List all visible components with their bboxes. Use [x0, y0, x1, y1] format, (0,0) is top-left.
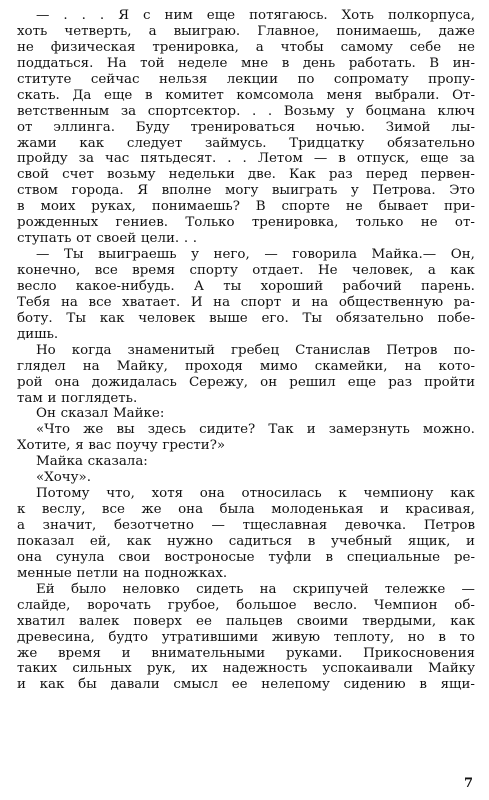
text-line: Ей было неловко сидеть на скрипучей тележке — — [36, 581, 475, 597]
text-line: хоть четверть, а выиграю. Главное, понимаешь, даже — [17, 23, 475, 39]
text-line: ступать от своей цели. . . — [17, 231, 198, 247]
text-line: Тебя на все хватает. И на спорт и на общественную ра- — [17, 294, 475, 310]
text-line: — . . . Я с ним еще потягаюсь. Хоть полкорпуса, — [36, 8, 475, 23]
text-line: не физическая тренировка, а чтобы самому себе не — [17, 39, 475, 55]
text-line: же время и внимательными руками. Прикосновения — [17, 645, 475, 661]
text-line: и как бы давали смысл ее нелепому сидению в ящи- — [17, 677, 475, 693]
text-line: поддаться. На той неделе мне в день работать. В ин- — [17, 55, 475, 71]
text-line: а значит, безотчетно — тщеславная девочка. Петров — [17, 518, 475, 533]
text-line: ституте сейчас нельзя лекции по сопромату пропу- — [17, 71, 475, 87]
text-line: жами как следует займусь. Тридцатку обязательно — [17, 135, 475, 151]
text-line: свой счет возьму недельки две. Как раз перед первен- — [17, 167, 475, 183]
text-line: глядел на Майку, проходя мимо скамейки, на кото- — [17, 358, 475, 374]
text-line: от эллинга. Буду тренироваться ночью. Зимой лы- — [17, 119, 475, 135]
text-line: рожденных гениев. Только тренировка, только не от- — [17, 215, 475, 231]
text-line: «Хочу». — [36, 470, 91, 486]
text-line: там и поглядеть. — [17, 390, 138, 406]
text-line: древесина, будто утратившими живую теплоту, но в то — [17, 629, 475, 645]
text-line: ством города. Я вполне могу выиграть у Петрова. Это — [17, 183, 475, 199]
text-line: конечно, все время спорту отдает. Не человек, а как — [17, 263, 475, 278]
text-line: «Что же вы здесь сидите? Так и замерзнуть можно. — [36, 422, 475, 438]
text-line: ветственным за спортсектор. . . Возьму у боцмана ключ — [17, 103, 475, 119]
text-line: Он сказал Майке: — [36, 406, 165, 422]
text-line: хватил валек поверх ее пальцев своими твердыми, как — [17, 613, 475, 629]
text-line: весло какое-нибудь. А ты хороший рабочий парень. — [17, 278, 475, 294]
text-line: она сунула свои востроносые туфли в специальные ре- — [17, 549, 475, 565]
text-page — [17, 8, 475, 693]
text-line: дишь. — [17, 326, 59, 342]
text-line: рой она дожидалась Сережу, он решил еще раз пройти — [17, 374, 475, 390]
text-line: скать. Да еще в комитет комсомола меня выбрали. От- — [17, 87, 475, 103]
text-line: менные петли на подножках. — [17, 565, 228, 581]
text-line: таких сильных рук, их надежность успокаивали Майку — [17, 661, 475, 677]
text-line: Майка сказала: — [36, 454, 148, 470]
text-line: в моих руках, понимаешь? В спорте не бывает при- — [17, 199, 475, 215]
text-line: пройду за час пятьдесят. . . Летом — в отпуск, еще за — [17, 151, 475, 167]
text-line: — Ты выиграешь у него, — говорила Майка.— Он, — [36, 247, 475, 263]
text-line: к веслу, все же она была молоденькая и красивая, — [17, 502, 475, 518]
text-line: слайде, ворочать грубое, большое весло. Чемпион об- — [17, 597, 475, 613]
text-line: Хотите, я вас поучу грести?» — [17, 438, 226, 454]
text-line: показал ей, как нужно садиться в учебный ящик, и — [17, 533, 475, 549]
text-line: боту. Ты как человек выше его. Ты обязательно побе- — [17, 310, 475, 326]
text-line: Потому что, хотя она относилась к чемпиону как — [36, 486, 475, 502]
page-number: 7 — [463, 776, 473, 791]
text-line: Но когда знаменитый гребец Станислав Петров по- — [36, 342, 475, 358]
